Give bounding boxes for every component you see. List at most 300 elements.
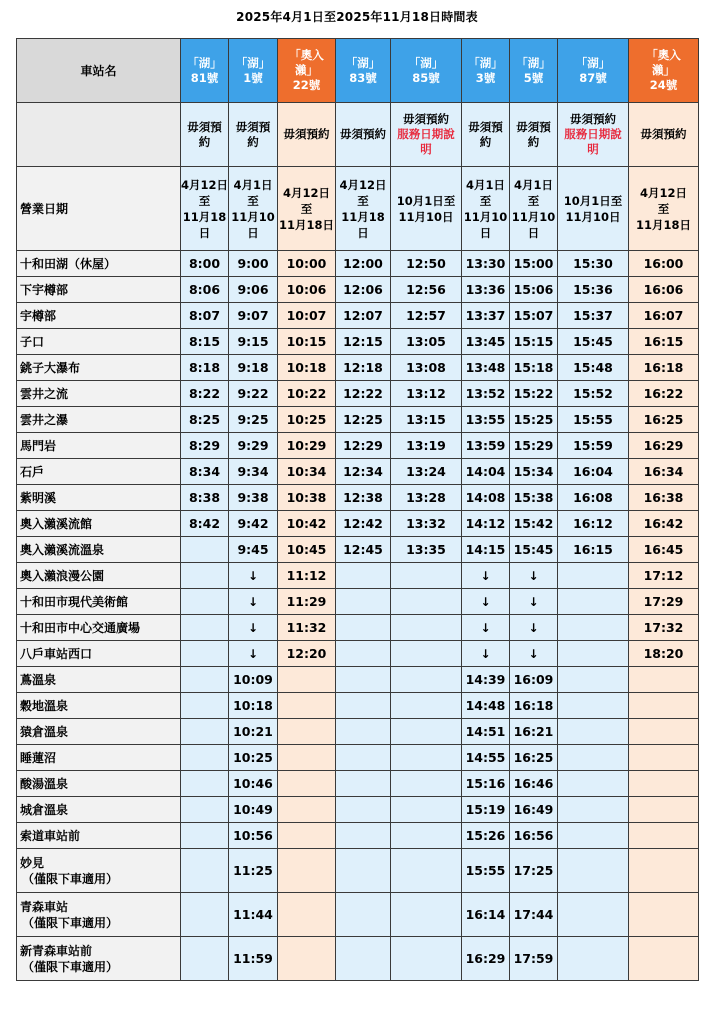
- departure-time: 16:49: [510, 797, 558, 823]
- station-name: [17, 407, 181, 433]
- departure-time: 15:55: [462, 849, 510, 893]
- departure-time: 10:45: [278, 537, 336, 563]
- service-date-note-link[interactable]: 服務日期說明: [564, 127, 622, 156]
- departure-time: 16:14: [462, 893, 510, 937]
- departure-time: 12:34: [336, 459, 391, 485]
- departure-time: [558, 641, 629, 667]
- departure-time: [558, 693, 629, 719]
- cell-line: 宇樽部: [20, 308, 57, 323]
- departure-time: [336, 589, 391, 615]
- departure-time: 17:44: [510, 893, 558, 937]
- departure-time: 12:29: [336, 433, 391, 459]
- departure-time: [336, 693, 391, 719]
- departure-time: 12:07: [336, 303, 391, 329]
- cell-line: 青森車站: [20, 899, 69, 914]
- departure-time: [391, 693, 462, 719]
- cell-line: 至: [527, 193, 540, 208]
- station-name: [17, 589, 181, 615]
- departure-time: [558, 719, 629, 745]
- departure-time: [336, 937, 391, 981]
- station-name: [17, 937, 181, 981]
- departure-time: 13:05: [391, 329, 462, 355]
- station-name: [17, 511, 181, 537]
- cell-line: 11月10日: [565, 209, 621, 224]
- departure-time: 16:15: [629, 329, 699, 355]
- departure-time: 12:42: [336, 511, 391, 537]
- departure-time: 16:56: [510, 823, 558, 849]
- departure-time: [391, 937, 462, 981]
- cell-line: 24號: [649, 78, 678, 92]
- departure-time: 10:22: [278, 381, 336, 407]
- station-row: [17, 937, 699, 981]
- departure-time: 15:00: [510, 251, 558, 277]
- departure-time: 10:21: [229, 719, 278, 745]
- departure-time: 11:29: [278, 589, 336, 615]
- departure-time: [558, 771, 629, 797]
- station-name: [17, 329, 181, 355]
- cell-line: 22號: [292, 78, 321, 92]
- pass-through-arrow-icon: ↓: [462, 563, 510, 589]
- departure-time: 17:25: [510, 849, 558, 893]
- cell-line: 4月12日: [639, 185, 687, 200]
- departure-time: [181, 719, 229, 745]
- cell-line: 11月18: [341, 209, 385, 224]
- departure-time: [278, 719, 336, 745]
- station-name: [17, 381, 181, 407]
- route-header-3[interactable]: [336, 39, 391, 103]
- departure-time: 8:07: [181, 303, 229, 329]
- departure-time: [181, 849, 229, 893]
- route-header-6[interactable]: [510, 39, 558, 103]
- cell-line: 10月1日至: [563, 193, 623, 208]
- station-name: [17, 823, 181, 849]
- route-header-7[interactable]: [558, 39, 629, 103]
- departure-time: [391, 615, 462, 641]
- cell-line: 石戶: [20, 464, 45, 479]
- departure-time: 14:51: [462, 719, 510, 745]
- departure-time: 17:59: [510, 937, 558, 981]
- departure-time: [278, 849, 336, 893]
- cell-line: 4月1日: [465, 177, 505, 192]
- station-row: [17, 251, 699, 277]
- cell-line: 83號: [349, 70, 377, 85]
- departure-time: 8:42: [181, 511, 229, 537]
- departure-time: [629, 667, 699, 693]
- station-row: [17, 797, 699, 823]
- departure-time: [629, 937, 699, 981]
- business-dates-row: [17, 167, 699, 251]
- departure-time: [278, 937, 336, 981]
- departure-time: 17:32: [629, 615, 699, 641]
- departure-time: 12:15: [336, 329, 391, 355]
- departure-time: 14:48: [462, 693, 510, 719]
- departure-time: 11:25: [229, 849, 278, 893]
- reservation-text: 毋須預約: [570, 112, 616, 126]
- station-row: [17, 893, 699, 937]
- departure-time: 13:15: [391, 407, 462, 433]
- departure-time: [558, 615, 629, 641]
- departure-time: 18:20: [629, 641, 699, 667]
- departure-time: 13:36: [462, 277, 510, 303]
- departure-time: 16:04: [558, 459, 629, 485]
- departure-time: 10:29: [278, 433, 336, 459]
- cell-line: 日: [479, 225, 492, 240]
- departure-time: 16:08: [558, 485, 629, 511]
- departure-time: 9:25: [229, 407, 278, 433]
- cell-line: 子口: [20, 334, 45, 349]
- pass-through-arrow-icon: ↓: [229, 563, 278, 589]
- departure-time: [336, 771, 391, 797]
- station-name: [17, 693, 181, 719]
- departure-time: [181, 823, 229, 849]
- departure-time: [336, 719, 391, 745]
- departure-time: 15:15: [510, 329, 558, 355]
- departure-time: 15:19: [462, 797, 510, 823]
- reservation-text: 毋須預約: [283, 127, 330, 141]
- cell-line: 雲井之流: [20, 386, 69, 401]
- cell-line: 十和田市中心交通廣場: [20, 620, 141, 635]
- cell-line: 奧入瀨溪流館: [20, 516, 93, 531]
- cell-line: （僅限下車適用）: [22, 871, 119, 886]
- departure-time: [391, 745, 462, 771]
- departure-time: 15:36: [558, 277, 629, 303]
- departure-time: 16:45: [629, 537, 699, 563]
- cell-line: 至: [247, 193, 259, 208]
- station-row: [17, 459, 699, 485]
- departure-time: 15:34: [510, 459, 558, 485]
- departure-time: 17:29: [629, 589, 699, 615]
- departure-time: 15:37: [558, 303, 629, 329]
- departure-time: [629, 771, 699, 797]
- departure-time: 16:21: [510, 719, 558, 745]
- departure-time: 9:38: [229, 485, 278, 511]
- cell-line: 睡蓮沼: [20, 750, 57, 765]
- departure-time: [558, 563, 629, 589]
- departure-time: 9:18: [229, 355, 278, 381]
- departure-time: 9:34: [229, 459, 278, 485]
- reservation-text: 毋須預約: [187, 119, 222, 149]
- departure-time: [558, 667, 629, 693]
- departure-time: [278, 693, 336, 719]
- departure-time: [181, 667, 229, 693]
- departure-time: [391, 667, 462, 693]
- station-name: [17, 563, 181, 589]
- station-name: [17, 303, 181, 329]
- departure-time: 9:15: [229, 329, 278, 355]
- station-row: [17, 407, 699, 433]
- departure-time: [391, 719, 462, 745]
- cell-line: 「湖」: [187, 55, 222, 70]
- reservation-text: 毋須預約: [468, 119, 503, 149]
- departure-time: 14:39: [462, 667, 510, 693]
- cell-line: 日: [357, 225, 369, 240]
- departure-time: 15:06: [510, 277, 558, 303]
- cell-line: 日: [247, 225, 259, 240]
- pass-through-arrow-icon: ↓: [462, 615, 510, 641]
- cell-line: 「奧入: [289, 48, 324, 62]
- departure-time: [391, 641, 462, 667]
- pass-through-arrow-icon: ↓: [462, 641, 510, 667]
- reservation-cell: [629, 103, 699, 167]
- cell-line: 日: [198, 225, 211, 240]
- cell-line: 至: [657, 201, 670, 216]
- departure-time: 10:18: [278, 355, 336, 381]
- departure-time: 11:44: [229, 893, 278, 937]
- departure-time: [336, 641, 391, 667]
- station-row: [17, 329, 699, 355]
- departure-time: 16:18: [510, 693, 558, 719]
- departure-time: 13:55: [462, 407, 510, 433]
- departure-time: 10:56: [229, 823, 278, 849]
- departure-time: [336, 563, 391, 589]
- station-name: [17, 849, 181, 893]
- departure-time: 15:18: [510, 355, 558, 381]
- departure-time: 13:28: [391, 485, 462, 511]
- cell-line: 11月10: [463, 209, 508, 224]
- departure-time: [558, 823, 629, 849]
- station-row: [17, 745, 699, 771]
- station-name: [17, 433, 181, 459]
- pass-through-arrow-icon: ↓: [462, 589, 510, 615]
- reservation-text: 毋須預約: [235, 119, 271, 149]
- cell-line: 「奧入: [646, 48, 681, 62]
- departure-time: 9:42: [229, 511, 278, 537]
- departure-time: 9:00: [229, 251, 278, 277]
- cell-line: 4月12日: [181, 177, 229, 192]
- departure-time: 13:59: [462, 433, 510, 459]
- departure-time: 16:25: [629, 407, 699, 433]
- service-date-note-link[interactable]: 服務日期說明: [397, 127, 455, 156]
- pass-through-arrow-icon: ↓: [510, 615, 558, 641]
- route-header-5[interactable]: [462, 39, 510, 103]
- station-row: [17, 355, 699, 381]
- cell-line: 「湖」: [235, 55, 271, 70]
- cell-line: 「湖」: [468, 55, 503, 70]
- business-dates-label: 營業日期: [17, 167, 181, 251]
- business-dates-cell: [510, 167, 558, 251]
- route-header-8[interactable]: [629, 39, 699, 103]
- reservation-text: 毋須預約: [403, 112, 449, 126]
- departure-time: 10:38: [278, 485, 336, 511]
- departure-time: 10:34: [278, 459, 336, 485]
- station-name: [17, 355, 181, 381]
- station-name: [17, 771, 181, 797]
- station-row: [17, 277, 699, 303]
- departure-time: 15:38: [510, 485, 558, 511]
- cell-line: 10月1日至: [396, 193, 456, 208]
- departure-time: 9:45: [229, 537, 278, 563]
- station-name: [17, 615, 181, 641]
- departure-time: 16:09: [510, 667, 558, 693]
- cell-line: 索道車站前: [20, 828, 81, 843]
- departure-time: 14:08: [462, 485, 510, 511]
- cell-line: （僅限下車適用）: [22, 959, 119, 974]
- cell-line: 妙見: [20, 855, 45, 870]
- route-header-0[interactable]: [181, 39, 229, 103]
- cell-line: 「湖」: [516, 55, 551, 70]
- departure-time: [181, 615, 229, 641]
- departure-time: 15:22: [510, 381, 558, 407]
- departure-time: 15:25: [510, 407, 558, 433]
- departure-time: 8:00: [181, 251, 229, 277]
- reservation-cell: [391, 103, 462, 167]
- departure-time: 10:15: [278, 329, 336, 355]
- pass-through-arrow-icon: ↓: [229, 641, 278, 667]
- cell-line: 瀨」: [652, 63, 675, 77]
- departure-time: 10:25: [278, 407, 336, 433]
- reservation-text: 毋須預約: [340, 127, 386, 141]
- pass-through-arrow-icon: ↓: [510, 589, 558, 615]
- departure-time: 14:04: [462, 459, 510, 485]
- departure-time: [181, 893, 229, 937]
- departure-time: [181, 693, 229, 719]
- departure-time: 12:57: [391, 303, 462, 329]
- departure-time: [391, 797, 462, 823]
- cell-line: 酸湯溫泉: [20, 776, 69, 791]
- cell-line: 11月18日: [278, 217, 334, 232]
- cell-line: 11月10: [231, 209, 275, 224]
- departure-time: 12:06: [336, 277, 391, 303]
- reservation-cell: [229, 103, 278, 167]
- cell-line: 11月10日: [398, 209, 454, 224]
- departure-time: [181, 797, 229, 823]
- station-name: [17, 251, 181, 277]
- departure-time: [391, 563, 462, 589]
- timetable-wrapper[interactable]: [16, 38, 691, 992]
- cell-line: 猿倉溫泉: [20, 724, 69, 739]
- station-row: [17, 693, 699, 719]
- departure-time: 8:18: [181, 355, 229, 381]
- departure-time: [558, 849, 629, 893]
- departure-time: [391, 849, 462, 893]
- departure-time: 13:24: [391, 459, 462, 485]
- departure-time: 16:15: [558, 537, 629, 563]
- departure-time: [181, 745, 229, 771]
- reservation-text: 毋須預約: [640, 127, 687, 141]
- departure-time: 8:15: [181, 329, 229, 355]
- departure-time: [278, 667, 336, 693]
- departure-time: 16:00: [629, 251, 699, 277]
- departure-time: 12:22: [336, 381, 391, 407]
- departure-time: 15:30: [558, 251, 629, 277]
- departure-time: 12:50: [391, 251, 462, 277]
- station-row: [17, 511, 699, 537]
- station-row: [17, 303, 699, 329]
- pass-through-arrow-icon: ↓: [510, 641, 558, 667]
- business-dates-cell: [181, 167, 229, 251]
- route-header-1[interactable]: [229, 39, 278, 103]
- departure-time: [336, 893, 391, 937]
- departure-time: 14:15: [462, 537, 510, 563]
- cell-line: 4月1日: [233, 177, 273, 192]
- departure-time: [278, 797, 336, 823]
- route-header-row: [17, 39, 699, 103]
- reservation-cell: [278, 103, 336, 167]
- route-header-2[interactable]: [278, 39, 336, 103]
- departure-time: 16:06: [629, 277, 699, 303]
- cell-line: 馬門岩: [20, 438, 57, 453]
- departure-time: 8:22: [181, 381, 229, 407]
- reservation-cell: [462, 103, 510, 167]
- station-row: [17, 849, 699, 893]
- departure-time: 13:32: [391, 511, 462, 537]
- cell-line: 5號: [523, 70, 544, 85]
- cell-line: 十和田湖（休屋）: [20, 256, 117, 271]
- departure-time: 13:12: [391, 381, 462, 407]
- station-name: [17, 277, 181, 303]
- station-row: [17, 433, 699, 459]
- cell-line: 至: [300, 201, 313, 216]
- station-row: [17, 537, 699, 563]
- departure-time: 10:25: [229, 745, 278, 771]
- departure-time: 13:37: [462, 303, 510, 329]
- station-name: [17, 797, 181, 823]
- departure-time: 11:59: [229, 937, 278, 981]
- departure-time: 13:35: [391, 537, 462, 563]
- cell-line: 新青森車站前: [20, 943, 93, 958]
- departure-time: 13:19: [391, 433, 462, 459]
- business-dates-cell: [629, 167, 699, 251]
- station-row: [17, 589, 699, 615]
- cell-line: 至: [198, 193, 211, 208]
- reservation-cell: [336, 103, 391, 167]
- departure-time: 12:25: [336, 407, 391, 433]
- departure-time: 16:18: [629, 355, 699, 381]
- reservation-label-blank: [17, 103, 181, 167]
- departure-time: 15:45: [558, 329, 629, 355]
- cell-line: 11月10: [511, 209, 556, 224]
- departure-time: 10:18: [229, 693, 278, 719]
- cell-line: 銚子大瀑布: [20, 360, 81, 375]
- departure-time: 15:52: [558, 381, 629, 407]
- departure-time: [278, 823, 336, 849]
- departure-time: 10:07: [278, 303, 336, 329]
- cell-line: 奧入瀨浪漫公園: [20, 568, 105, 583]
- departure-time: 16:29: [629, 433, 699, 459]
- pass-through-arrow-icon: ↓: [510, 563, 558, 589]
- departure-time: 15:45: [510, 537, 558, 563]
- cell-line: 3號: [475, 70, 496, 85]
- pass-through-arrow-icon: ↓: [229, 615, 278, 641]
- departure-time: 15:55: [558, 407, 629, 433]
- reservation-cell: [181, 103, 229, 167]
- station-row: [17, 615, 699, 641]
- departure-time: 15:16: [462, 771, 510, 797]
- departure-time: 15:48: [558, 355, 629, 381]
- departure-time: [629, 719, 699, 745]
- departure-time: 12:20: [278, 641, 336, 667]
- departure-time: [391, 893, 462, 937]
- route-header-4[interactable]: [391, 39, 462, 103]
- station-row: [17, 667, 699, 693]
- departure-time: 15:26: [462, 823, 510, 849]
- reservation-row: [17, 103, 699, 167]
- station-name: [17, 537, 181, 563]
- cell-line: 11月18日: [635, 217, 691, 232]
- business-dates-cell: [462, 167, 510, 251]
- departure-time: [181, 589, 229, 615]
- departure-time: [181, 937, 229, 981]
- departure-time: 13:08: [391, 355, 462, 381]
- departure-time: 13:48: [462, 355, 510, 381]
- cell-line: 「湖」: [575, 55, 611, 70]
- departure-time: 15:59: [558, 433, 629, 459]
- departure-time: 16:46: [510, 771, 558, 797]
- station-name: [17, 485, 181, 511]
- station-name: [17, 459, 181, 485]
- departure-time: 11:32: [278, 615, 336, 641]
- cell-line: 八戶車站西口: [20, 646, 93, 661]
